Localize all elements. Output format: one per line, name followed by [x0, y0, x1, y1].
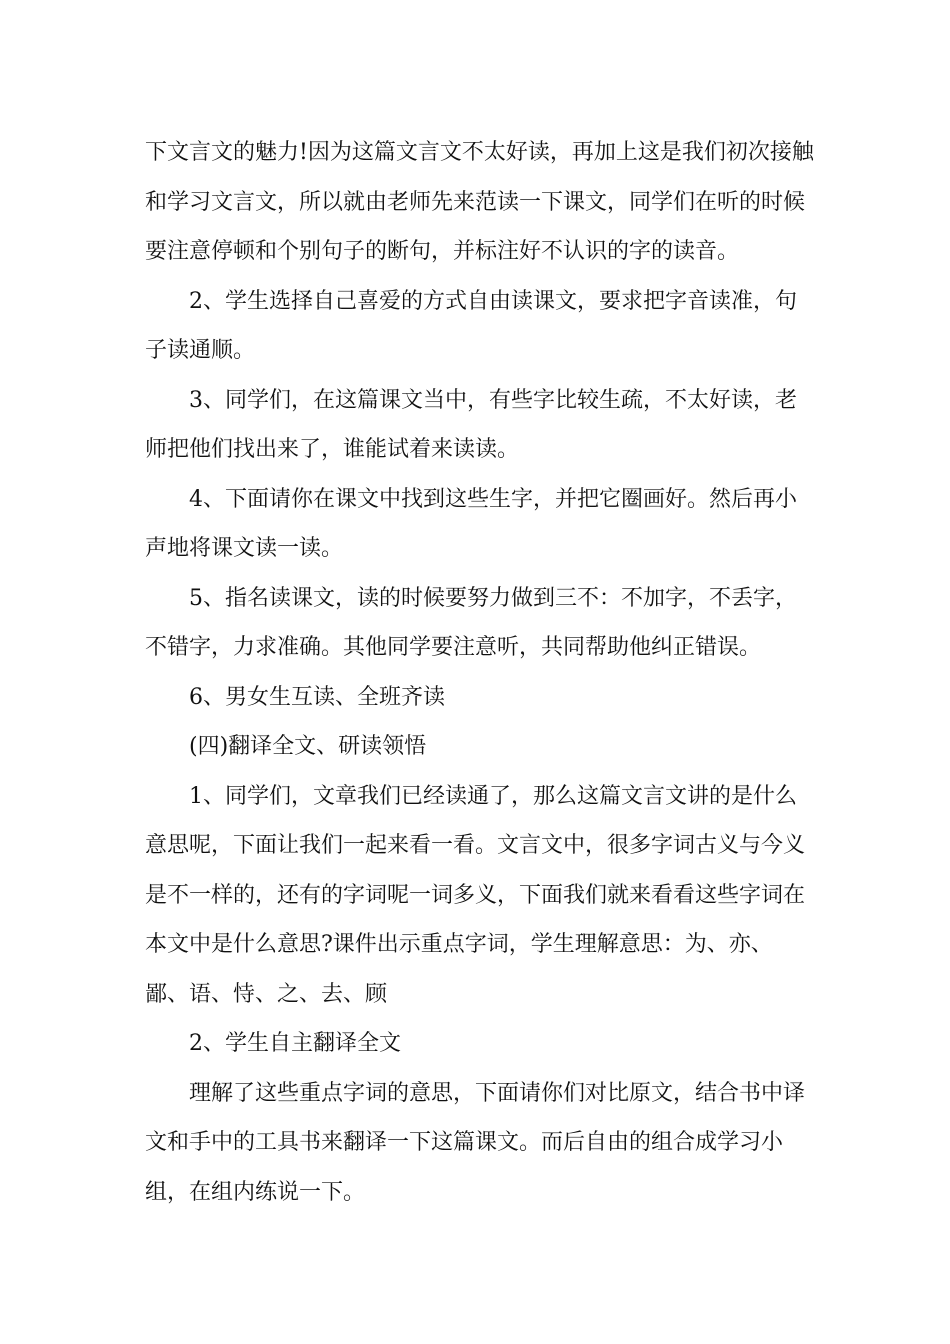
paragraph-8: 2、学生自主翻译全文 — [189, 1031, 401, 1056]
section-heading: (四)翻译全文、研读领悟 — [189, 734, 427, 759]
paragraph-1: 下文言文的魅力!因为这篇文言文不太好读，再加上这是我们初次接触和学习文言文，所以就由老师先来范读一下课文，同学们在听的时候要注意停顿和个别句子的断句，并标注好不认识的字的读音。 — [145, 140, 814, 264]
paragraph-2: 2、学生选择自己喜爱的方式自由读课文，要求把字音读准，句子读通顺。 — [145, 288, 797, 363]
paragraph-7: 1、同学们，文章我们已经读通了，那么这篇文言文讲的是什么意思呢，下面让我们一起来看一看。文言文中，很多字词古义与今义是不一样的，还有的字词呢一词多义，下面我们就来看看这些字词在本文中是什么意思?课件出示重点字词，学生理解意思：为、亦、鄙、语、恃、之、去、顾 — [145, 783, 806, 1007]
paragraph-9: 理解了这些重点字词的意思，下面请你们对比原文，结合书中译文和手中的工具书来翻译一下这篇课文。而后自由的组合成学习小组，在组内练说一下。 — [145, 1080, 806, 1205]
paragraph-4: 4、下面请你在课文中找到这些生字，并把它圈画好。然后再小声地将课文读一读。 — [145, 486, 797, 561]
paragraph-3: 3、同学们，在这篇课文当中，有些字比较生疏，不太好读，老师把他们找出来了，谁能试着来读读。 — [145, 387, 797, 462]
paragraph-6: 6、男女生互读、全班齐读 — [189, 684, 445, 710]
paragraph-5: 5、指名读课文，读的时候要努力做到三不：不加字，不丢字，不错字，力求准确。其他同学要注意听，共同帮助他纠正错误。 — [145, 585, 797, 660]
document-body — [145, 128, 815, 1217]
